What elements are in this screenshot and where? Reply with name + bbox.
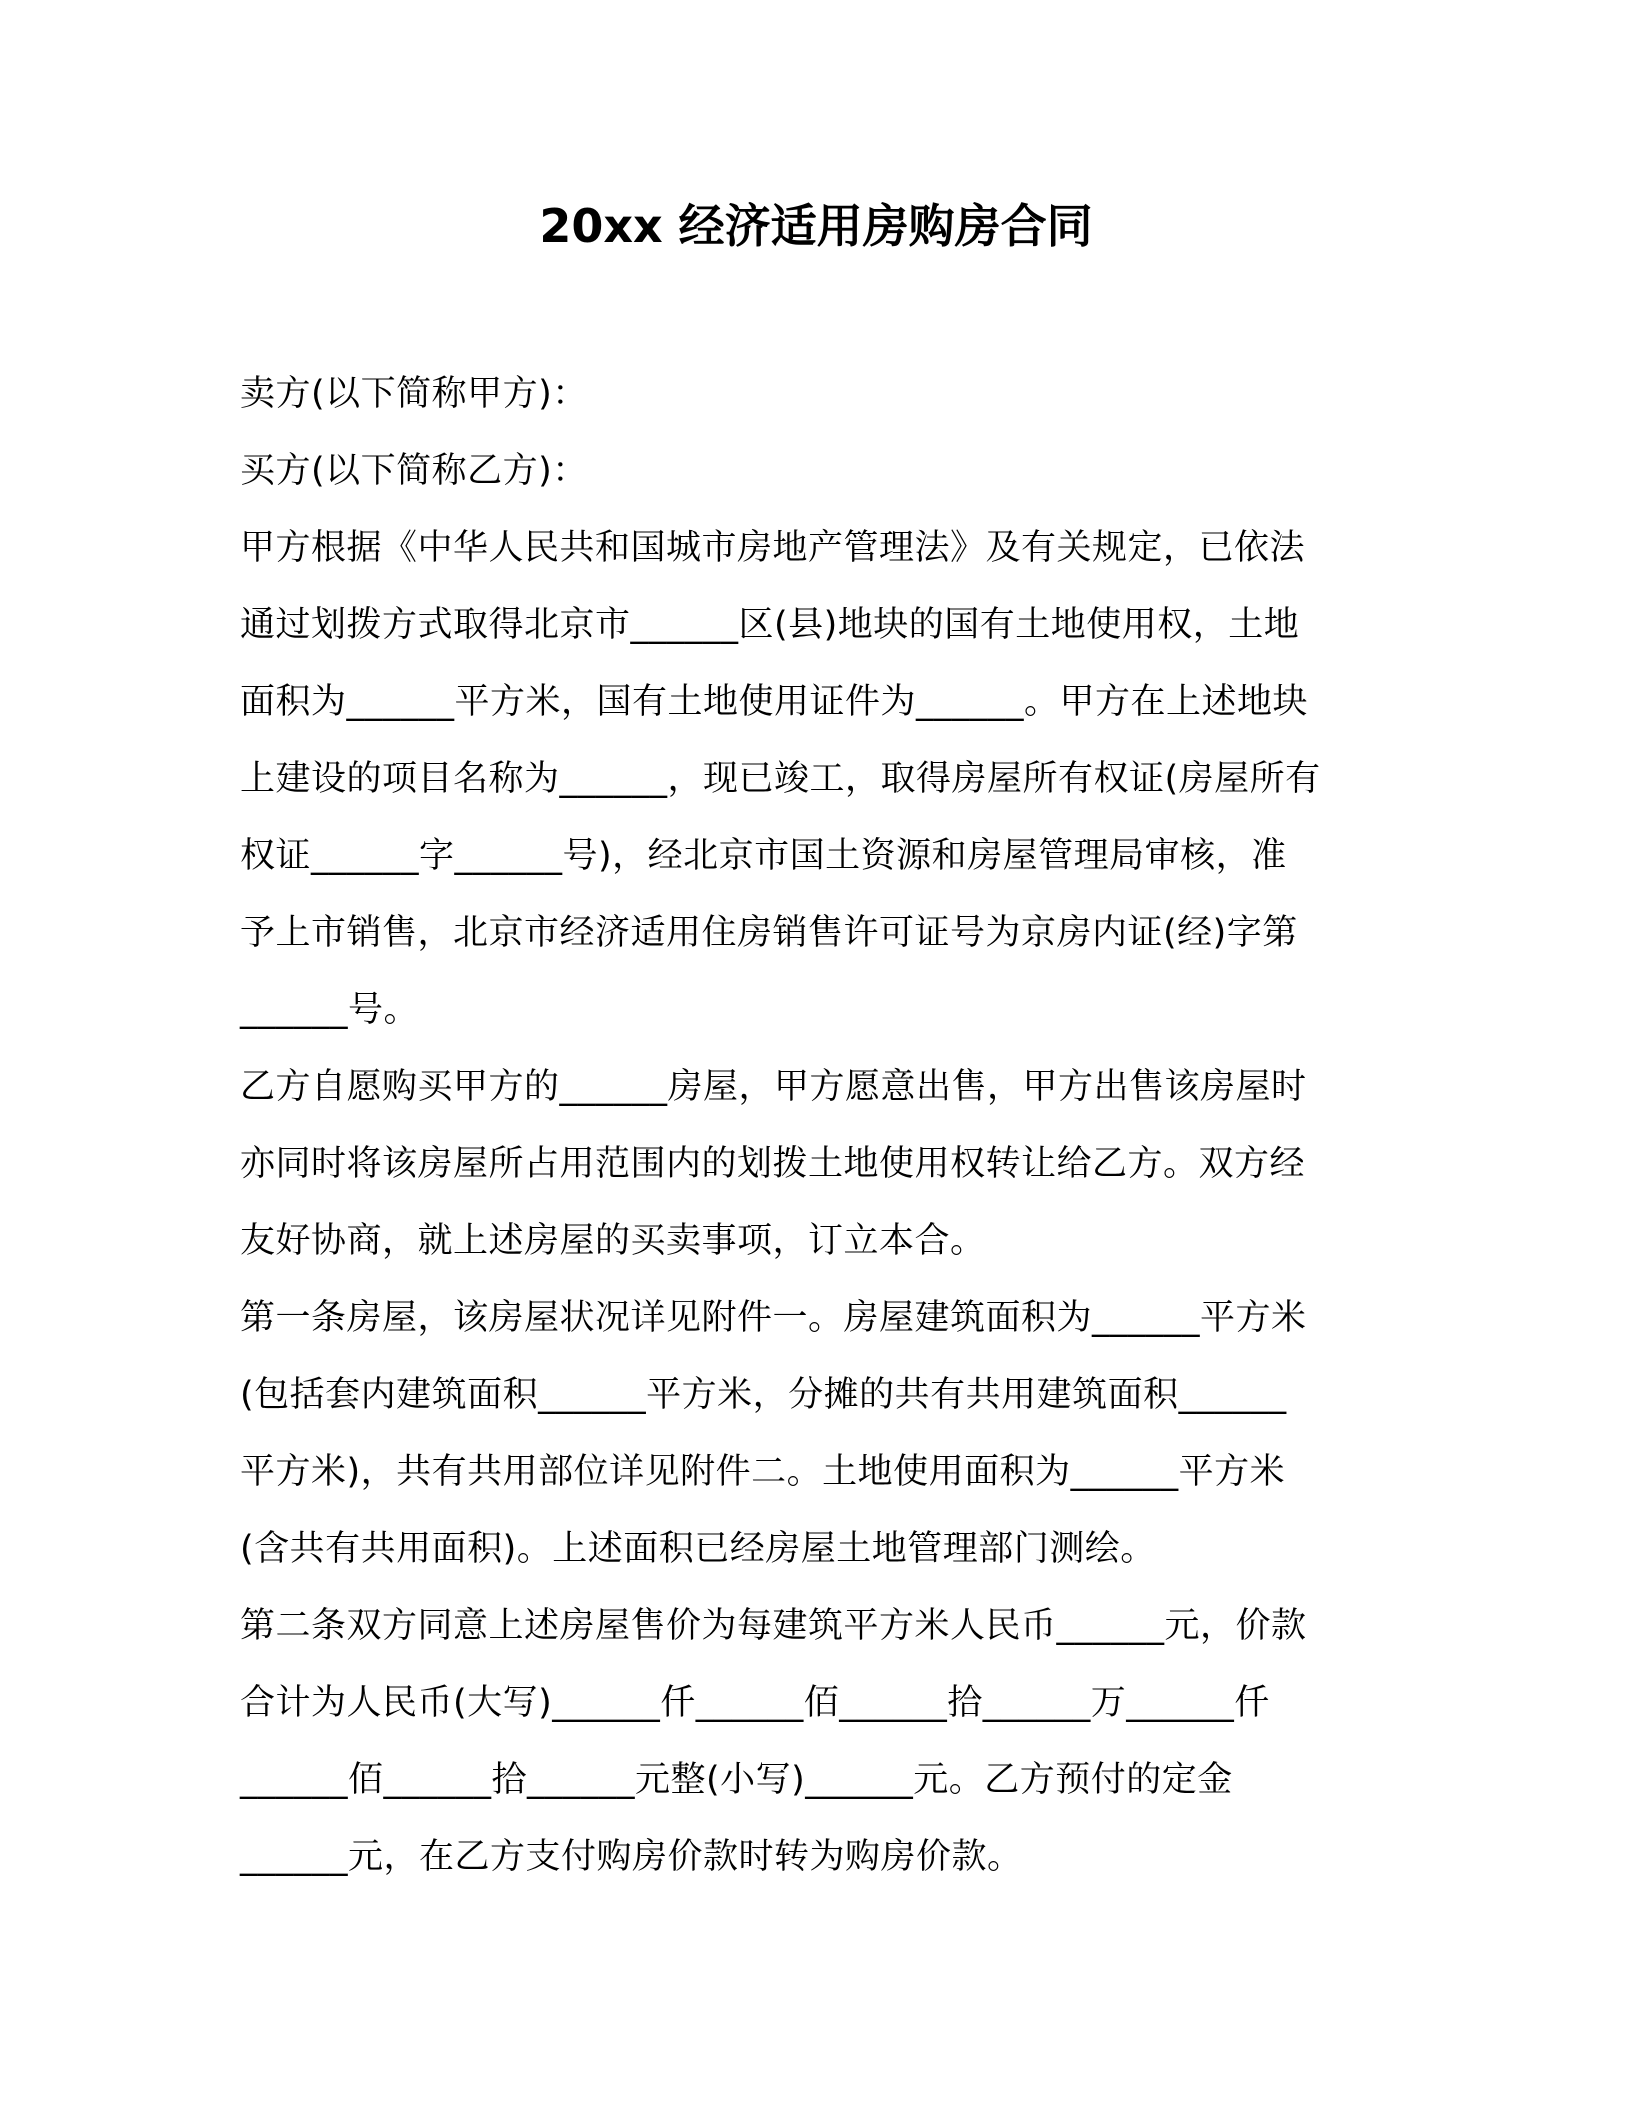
paragraph-line: ______元，在乙方支付购房价款时转为购房价款。 [240,1837,1023,1877]
seller-line: 卖方(以下简称甲方)： [240,374,588,414]
paragraph-line: 上建设的项目名称为______，现已竣工，取得房屋所有权证(房屋所有 [240,759,1321,799]
paragraph-line: 通过划拨方式取得北京市______区(县)地块的国有土地使用权，土地 [240,605,1300,645]
buyer-line: 买方(以下简称乙方)： [240,451,588,491]
paragraph-line: 合计为人民币(大写)______仟______佰______拾______万______仟 [240,1683,1270,1723]
paragraph-line: 乙方自愿购买甲方的______房屋，甲方愿意出售，甲方出售该房屋时 [240,1067,1307,1107]
paragraph-line: 平方米)，共有共用部位详见附件二。土地使用面积为______平方米 [240,1452,1286,1492]
article-one-line: 第一条房屋，该房屋状况详见附件一。房屋建筑面积为______平方米 [240,1298,1307,1338]
contract-body [240,356,1390,1896]
article-two-line: 第二条双方同意上述房屋售价为每建筑平方米人民币______元，价款 [240,1606,1307,1646]
paragraph-line: 甲方根据《中华人民共和国城市房地产管理法》及有关规定，已依法 [240,528,1306,568]
paragraph-line: 友好协商，就上述房屋的买卖事项，订立本合。 [240,1221,986,1261]
paragraph-line: ______佰______拾______元整(小写)______元。乙方预付的定金 [240,1760,1233,1800]
paragraph-line: 权证______字______号)，经北京市国土资源和房屋管理局审核，准 [240,836,1287,876]
paragraph-line: 亦同时将该房屋所占用范围内的划拨土地使用权转让给乙方。双方经 [240,1144,1306,1184]
paragraph-line: ______号。 [240,990,420,1030]
paragraph-line: (含共有共用面积)。上述面积已经房屋土地管理部门测绘。 [240,1529,1156,1569]
paragraph-line: 予上市销售，北京市经济适用住房销售许可证号为京房内证(经)字第 [240,913,1298,953]
paragraph-line: (包括套内建筑面积______平方米，分摊的共有共用建筑面积______ [240,1375,1287,1415]
document-title: 20xx 经济适用房购房合同 [539,199,1093,253]
paragraph-line: 面积为______平方米，国有土地使用证件为______。甲方在上述地块 [240,682,1309,722]
